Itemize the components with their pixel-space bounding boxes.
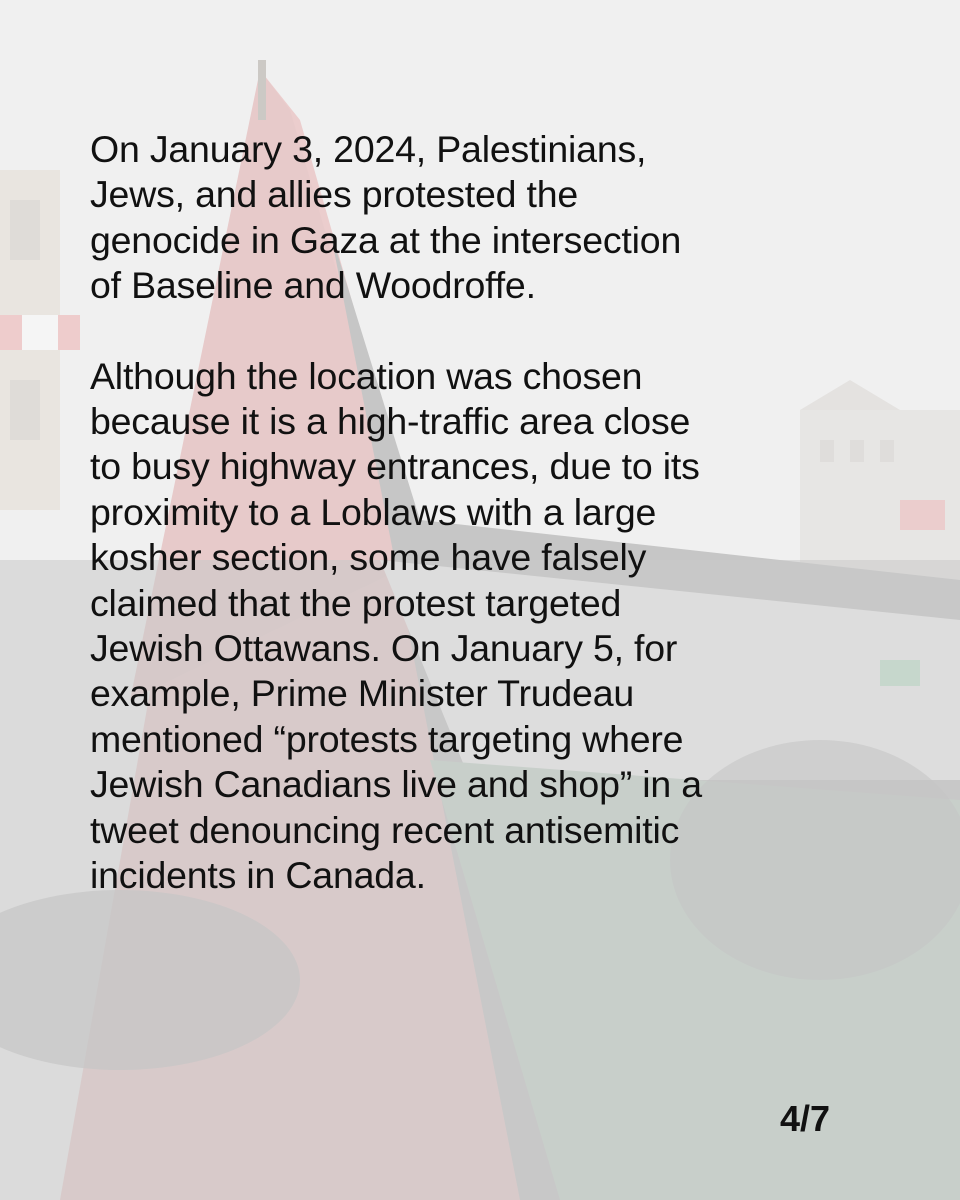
- paragraph-2-line: example, Prime Minister Trudeau: [90, 672, 635, 715]
- paragraph-2-line: Although the location was chosen: [90, 354, 643, 397]
- paragraph-2-line: Jewish Ottawans. On January 5, for: [90, 627, 678, 670]
- paragraph-2-line: mentioned “protests targeting where: [90, 717, 684, 760]
- paragraph-2-line: claimed that the protest targeted: [90, 581, 622, 624]
- paragraph-2-line: because it is a high-traffic area close: [90, 400, 691, 443]
- paragraph-1-line: of Baseline and Woodroffe.: [90, 264, 536, 307]
- paragraph-2-line: proximity to a Loblaws with a large: [90, 490, 657, 533]
- paragraph-2-line: tweet denouncing recent antisemitic: [90, 808, 680, 851]
- paragraph-2-line: to busy highway entrances, due to its: [90, 445, 700, 488]
- paragraph-1-line: genocide in Gaza at the intersection: [90, 218, 682, 261]
- paragraph-1-line: Jews, and allies protested the: [90, 173, 579, 216]
- paragraph-2-line: Jewish Canadians live and shop” in a: [90, 763, 702, 806]
- paragraph-2-line: incidents in Canada.: [90, 854, 426, 897]
- paragraph-1: [90, 127, 890, 309]
- post-text: [90, 127, 890, 899]
- paragraph-2: [90, 354, 890, 899]
- paragraph-2-line: kosher section, some have falsely: [90, 536, 647, 579]
- page-indicator: 4/7: [779, 1098, 830, 1139]
- paragraph-1-line: On January 3, 2024, Palestinians,: [90, 128, 647, 170]
